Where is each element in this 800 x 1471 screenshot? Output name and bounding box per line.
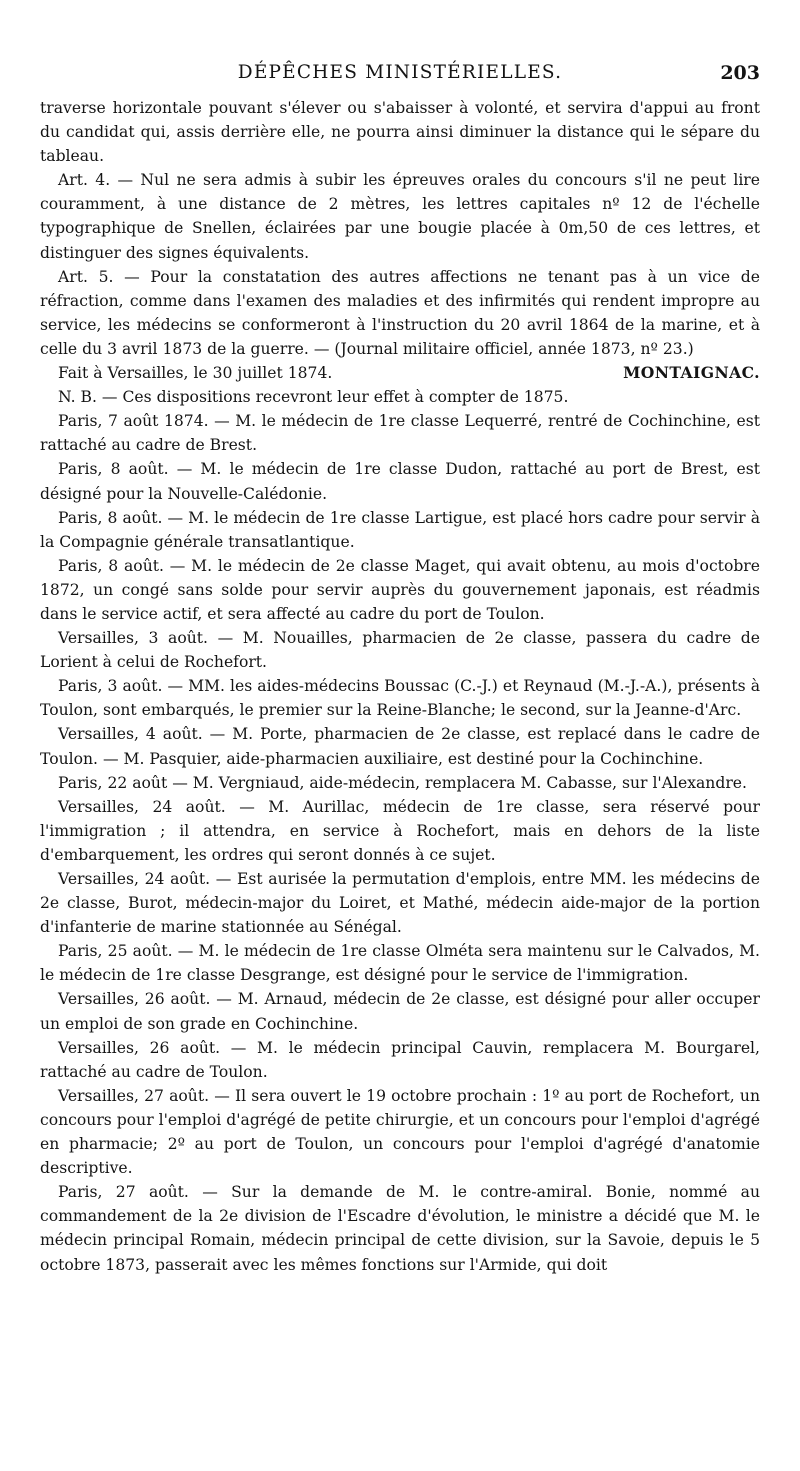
paragraph: Paris, 22 août — M. Vergniaud, aide-médecin, remplacera M. Cabasse, sur l'Alexandre. bbox=[58, 773, 747, 792]
page-header bbox=[40, 62, 760, 92]
paragraph: Versailles, 27 août. — Il sera ouvert le 19 octobre prochain : 1º au port de Rochefort, un concours pour l'emploi d'agrégé de petite chirurgie, et un concours pour l'emploi d'agrégé en pharmacie; 2º au port de Toulon, un concours pour l'emploi d'agrégé d'anatomie descriptive. bbox=[40, 1086, 760, 1178]
paragraph: traverse horizontale pouvant s'élever ou s'abaisser à volonté, et servira d'appui au front du candidat qui, assis derrière elle, ne pourra ainsi diminuer la distance qui le sépare du tableau. bbox=[40, 99, 760, 166]
paragraph: Paris, 25 août. — M. le médecin de 1re classe Olméta sera maintenu sur le Calvados, M. le médecin de 1re classe Desgrange, est désigné pour le service de l'immigration. bbox=[40, 942, 760, 985]
paragraph: Paris, 8 août. — M. le médecin de 1re classe Dudon, rattaché au port de Brest, est désigné pour la Nouvelle-Calédonie. bbox=[40, 460, 760, 503]
paragraph: Art. 5. — Pour la constatation des autres affections ne tenant pas à un vice de réfraction, comme dans l'examen des maladies et des infirmités qui rendent impropre au service, les médecins se conformeront à l'instruction du 20 avril 1864 de la marine, et à celle du 3 avril 1873 de la guerre. — (Journal militaire officiel, année 1873, nº 23.) bbox=[40, 267, 760, 358]
signature-place-date: Fait à Versailles, le 30 juillet 1874. bbox=[58, 364, 333, 383]
paragraph: Versailles, 26 août. — M. le médecin principal Cauvin, remplacera M. Bourgarel, rattaché au cadre de Toulon. bbox=[40, 1038, 760, 1081]
paragraph: Paris, 27 août. — Sur la demande de M. le contre-amiral. Bonie, nommé au commandement de la 2e division de l'Escadre d'évolution, le ministre a décidé que M. le médecin principal Romain, médecin principal de cette division, sur la Savoie, depuis le 5 octobre 1873, passerait avec les mêmes fonctions sur l'Armide, qui doit bbox=[40, 1183, 760, 1274]
paragraph: Versailles, 24 août. — Est aurisée la permutation d'emplois, entre MM. les médecins de 2e classe, Burot, médecin-major du Loiret, et Mathé, médecin aide-major de la portion d'infanterie de marine stationnée au Sénégal. bbox=[40, 870, 760, 937]
paragraph: Versailles, 3 août. — M. Nouailles, pharmacien de 2e classe, passera du cadre de Lorient à celui de Rochefort. bbox=[40, 629, 760, 672]
signature-line bbox=[40, 361, 760, 385]
signature-name: MONTAIGNAC. bbox=[623, 363, 760, 383]
running-title: DÉPÊCHES MINISTÉRIELLES. bbox=[237, 62, 563, 83]
paragraph: Paris, 8 août. — M. le médecin de 2e classe Maget, qui avait obtenu, au mois d'octobre 1872, un congé sans solde pour servir auprès du gouvernement japonais, est réadmis dans le service actif, et sera affecté au cadre du port de Toulon. bbox=[40, 556, 760, 623]
document-body bbox=[40, 96, 760, 1277]
paragraph: Versailles, 4 août. — M. Porte, pharmacien de 2e classe, est replacé dans le cadre de Toulon. — M. Pasquier, aide-pharmacien auxiliaire, est destiné pour la Cochinchine. bbox=[40, 725, 760, 768]
paragraph: Paris, 3 août. — MM. les aides-médecins Boussac (C.-J.) et Reynaud (M.-J.-A.), présents à Toulon, sont embarqués, le premier sur la Reine-Blanche; le second, sur la Jeanne-d'Arc. bbox=[40, 677, 760, 720]
paragraph: N. B. — Ces dispositions recevront leur effet à compter de 1875. bbox=[58, 388, 569, 407]
paragraph: Versailles, 24 août. — M. Aurillac, médecin de 1re classe, sera réservé pour l'immigration ; il attendra, en service à Rochefort, mais en dehors de la liste d'embarquement, les ordres qui seront donnés à ce sujet. bbox=[40, 797, 760, 864]
paragraph: Art. 4. — Nul ne sera admis à subir les épreuves orales du concours s'il ne peut lire couramment, à une distance de 2 mètres, les lettres capitales nº 12 de l'échelle typographique de Snellen, éclairées par une bougie placée à 0m,50 de ces lettres, et distinguer des signes équivalents. bbox=[40, 171, 760, 262]
paragraph: Paris, 7 août 1874. — M. le médecin de 1re classe Lequerré, rentré de Cochinchine, est rattaché au cadre de Brest. bbox=[40, 412, 760, 455]
paragraph: Paris, 8 août. — M. le médecin de 1re classe Lartigue, est placé hors cadre pour servir à la Compagnie générale transatlantique. bbox=[40, 508, 760, 551]
page-number: 203 bbox=[720, 62, 760, 84]
paragraph: Versailles, 26 août. — M. Arnaud, médecin de 2e classe, est désigné pour aller occuper un emploi de son grade en Cochinchine. bbox=[40, 990, 760, 1033]
